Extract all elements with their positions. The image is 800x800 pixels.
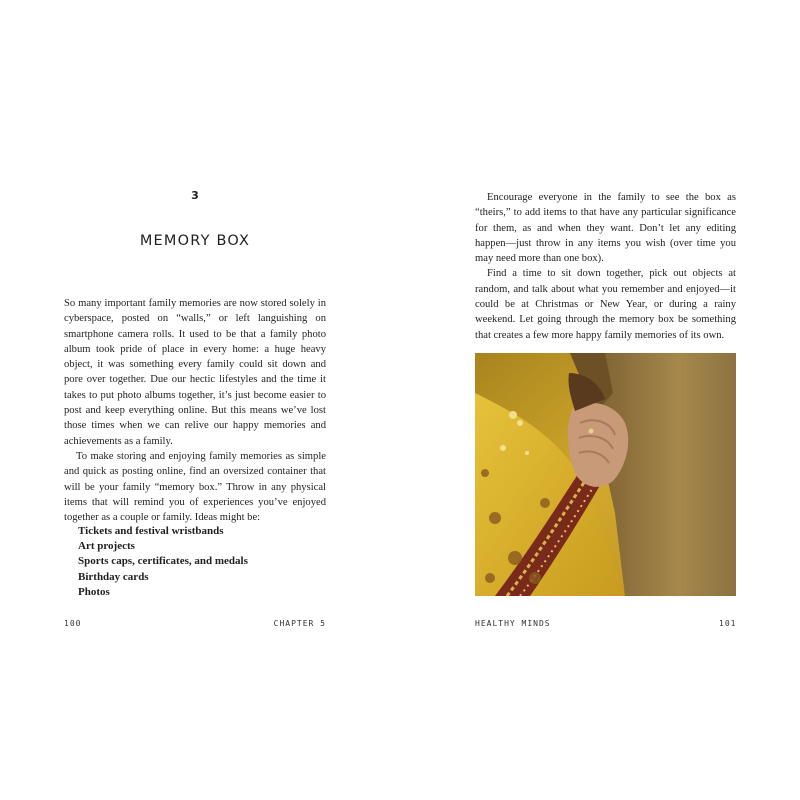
ideas-list	[78, 524, 248, 600]
paragraph: So many important family memories are now stored solely in cyberspace, posted on “walls,” or left languishing on smartphone camera rolls. It used to be that a family photo album took pride of place in every home: a huge heavy object, it was something every family could sit down and pore over together. Due our hectic lifestyles and the time it takes to put photo albums together, it’s just become easier to post and keep everything online. But this means we’ve lost those times when we can relive our happy memories and achievements as a family.	[64, 298, 326, 447]
list-item: Birthday cards	[78, 570, 149, 583]
page-number-left: 100	[64, 619, 82, 628]
list-item: Photos	[78, 585, 110, 598]
list-item: Sports caps, certificates, and medals	[78, 555, 248, 568]
chapter-number: 3	[191, 189, 199, 202]
list-item: Tickets and festival wristbands	[78, 525, 224, 537]
paragraph: Encourage everyone in the family to see the box as “theirs,” to add items to that have any particular significance for them, as and when they want. Don’t let any editing happen—just throw in any items you wish (over time you may need more than one box).	[475, 192, 736, 265]
page-title: MEMORY BOX	[139, 233, 251, 249]
wedding-hands-photo	[475, 353, 736, 596]
paragraph: To make storing and enjoying family memories as simple and quick as posting online, find an oversized container that will be your family “memory box.” Throw in any physical items that will remind you of experiences you’ve enjoyed together as a couple or family. Ideas might be:	[64, 450, 326, 524]
right-body-text	[475, 190, 736, 343]
page-number-right: 101	[719, 619, 737, 628]
paragraph: Find a time to sit down together, pick out objects at random, and talk about what you remember and enjoyed—it could be at Christmas or New Year, or during a rainy weekend. Let going through the memory box be something that creates a few more happy family memories of its own.	[475, 268, 736, 341]
running-head-right: HEALTHY MINDS	[475, 619, 551, 628]
list-item: Art projects	[78, 540, 135, 553]
running-head-left: CHAPTER 5	[273, 619, 326, 628]
left-body-text	[64, 296, 326, 525]
